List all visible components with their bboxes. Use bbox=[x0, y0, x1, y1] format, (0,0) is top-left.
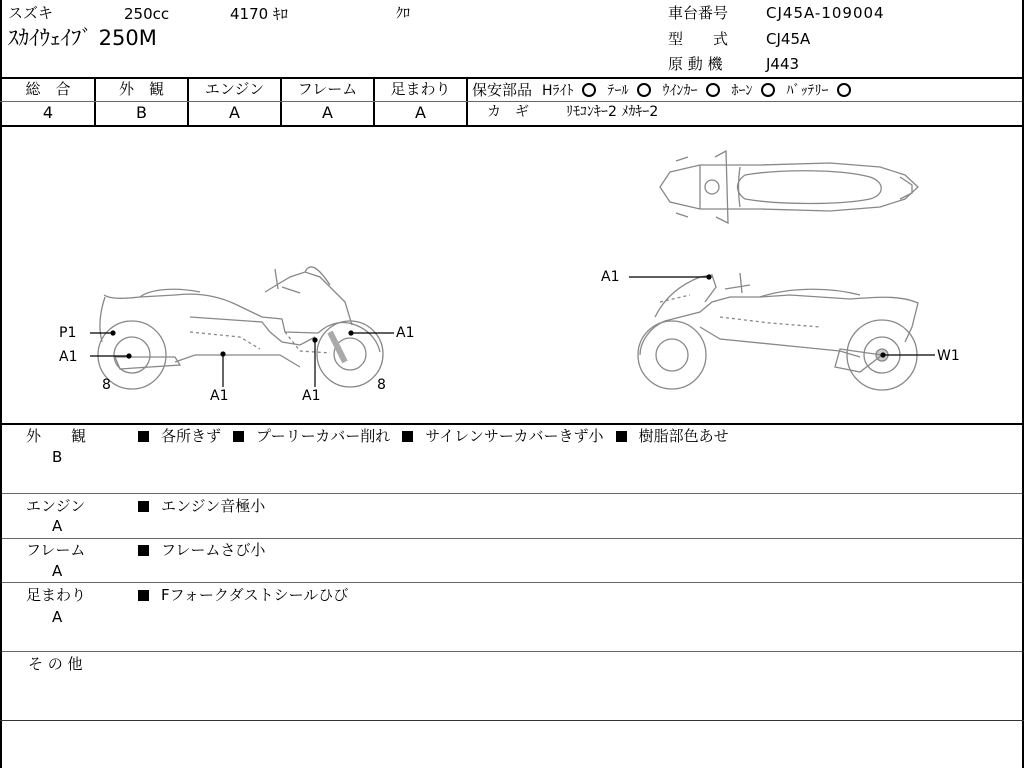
divider bbox=[2, 582, 1022, 583]
note-item: サイレンサーカバーきず小 bbox=[425, 427, 604, 445]
frame-no: CJ45A-109004 bbox=[766, 4, 885, 22]
grade-value-exterior: B bbox=[136, 103, 147, 122]
note-grade-engine: A bbox=[52, 517, 63, 535]
type-value: CJ45A bbox=[766, 30, 811, 48]
part-horn-label: ﾎｰﾝ bbox=[731, 83, 753, 99]
note-items-frame bbox=[138, 543, 265, 558]
key-value: ﾘﾓｺﾝｷｰ2 ﾒｶｷｰ2 bbox=[566, 104, 659, 120]
bullet-square-icon bbox=[138, 501, 149, 512]
grade-label-engine: エンジン bbox=[204, 80, 265, 98]
ok-circle-icon bbox=[582, 83, 596, 97]
divider bbox=[0, 77, 1024, 79]
color: ｸﾛ bbox=[396, 6, 410, 22]
scooter-top-view-illustration bbox=[660, 151, 918, 223]
note-items-engine bbox=[138, 499, 265, 514]
safety-parts-row bbox=[472, 83, 863, 98]
divider bbox=[0, 101, 466, 102]
bullet-square-icon bbox=[402, 431, 413, 442]
note-grade-exterior: B bbox=[52, 448, 63, 466]
grade-value-engine: A bbox=[229, 103, 240, 122]
maker: スズキ bbox=[8, 4, 54, 22]
bullet-square-icon bbox=[138, 590, 149, 601]
diagram-label-a1: A1 bbox=[302, 388, 321, 404]
part-headlight-label: Hﾗｲﾄ bbox=[542, 83, 574, 99]
ok-circle-icon bbox=[837, 83, 851, 97]
note-grade-suspension: A bbox=[52, 608, 63, 626]
note-category-exterior: 外 観 bbox=[26, 427, 87, 445]
scooter-right-side-illustration bbox=[638, 273, 918, 390]
frame-no-label: 車台番号 bbox=[668, 4, 729, 22]
mileage: 4170 ｷﾛ bbox=[230, 5, 288, 23]
scooter-left-side-illustration bbox=[98, 267, 383, 389]
diagram-label-8: 8 bbox=[102, 377, 111, 393]
safety-parts-title: 保安部品 bbox=[472, 81, 533, 99]
bullet-square-icon bbox=[233, 431, 244, 442]
diagram-label-a1: A1 bbox=[210, 388, 229, 404]
note-category-engine: エンジン bbox=[26, 497, 86, 515]
note-category-other: そ の 他 bbox=[28, 655, 83, 673]
diagram-label-a1: A1 bbox=[59, 349, 78, 365]
diagram-label-a1: A1 bbox=[601, 269, 620, 285]
displacement: 250cc bbox=[124, 5, 170, 23]
diagram-label-w1: W1 bbox=[937, 348, 960, 364]
note-category-suspension: 足まわり bbox=[26, 586, 87, 604]
note-item: エンジン音極小 bbox=[161, 497, 266, 515]
note-category-frame: フレーム bbox=[26, 541, 86, 559]
note-item: Fフォークダストシールひび bbox=[161, 586, 349, 604]
grade-value-suspension: A bbox=[415, 103, 426, 122]
note-item: 各所きず bbox=[161, 427, 222, 445]
grade-value-frame: A bbox=[322, 103, 333, 122]
diagram-label-8: 8 bbox=[377, 377, 386, 393]
grade-label-exterior: 外 観 bbox=[118, 80, 164, 98]
divider bbox=[2, 493, 1022, 494]
bullet-square-icon bbox=[138, 545, 149, 556]
divider bbox=[466, 101, 1022, 102]
divider bbox=[2, 538, 1022, 539]
divider bbox=[2, 651, 1022, 652]
diagram-label-p1: P1 bbox=[59, 325, 77, 341]
note-grade-frame: A bbox=[52, 562, 63, 580]
ok-circle-icon bbox=[706, 83, 720, 97]
ok-circle-icon bbox=[761, 83, 775, 97]
note-items-exterior bbox=[138, 429, 729, 444]
note-item: フレームさび小 bbox=[161, 541, 266, 559]
engine-label: 原 動 機 bbox=[668, 55, 723, 73]
type-label: 型 式 bbox=[668, 30, 729, 48]
engine-value: J443 bbox=[766, 55, 800, 73]
ok-circle-icon bbox=[637, 83, 651, 97]
part-battery-label: ﾊﾞｯﾃﾘｰ bbox=[786, 83, 829, 99]
part-winker-label: ｳｲﾝｶｰ bbox=[662, 83, 698, 99]
model-name: ｽｶｲｳｪｲﾌﾞ 250M bbox=[8, 26, 157, 50]
grade-label-suspension: 足まわり bbox=[390, 80, 451, 98]
bullet-square-icon bbox=[616, 431, 627, 442]
grade-label-overall: 総 合 bbox=[25, 80, 71, 98]
damage-diagram bbox=[0, 127, 1024, 423]
diagram-label-a1: A1 bbox=[396, 325, 415, 341]
grade-value-overall: 4 bbox=[42, 103, 54, 122]
note-item: プーリーカバー削れ bbox=[256, 427, 391, 445]
key-label: カ ギ bbox=[487, 104, 529, 120]
divider bbox=[0, 720, 1024, 721]
note-items-suspension bbox=[138, 588, 348, 603]
note-item: 樹脂部色あせ bbox=[638, 427, 729, 445]
divider bbox=[0, 423, 1024, 425]
grade-label-frame: フレーム bbox=[297, 80, 358, 98]
bullet-square-icon bbox=[138, 431, 149, 442]
part-tail-label: ﾃｰﾙ bbox=[607, 83, 629, 99]
